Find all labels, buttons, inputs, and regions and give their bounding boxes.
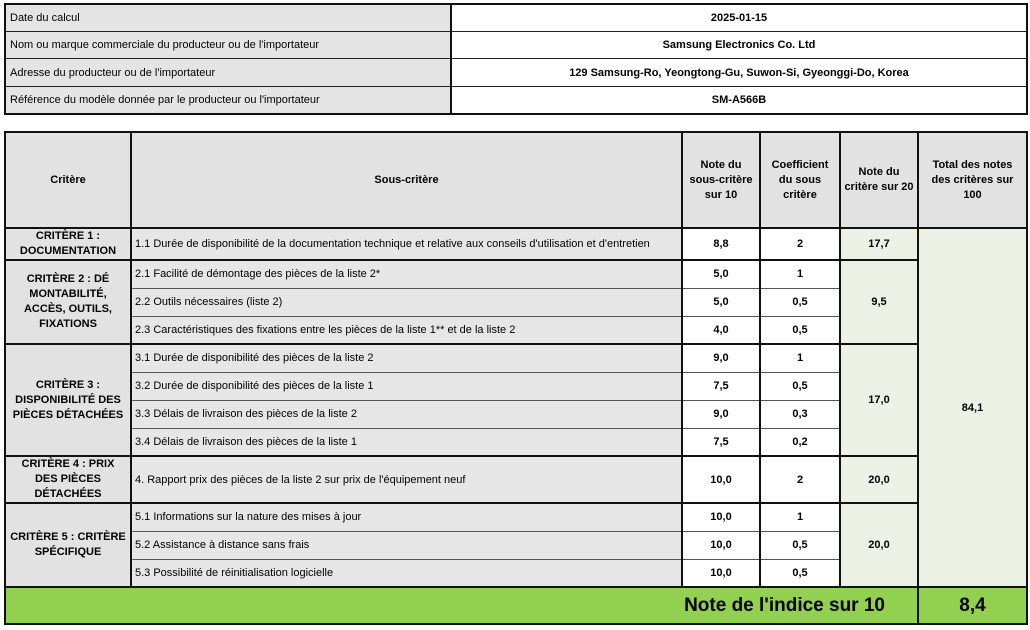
sub-criterion-note: 4,0 (682, 316, 760, 344)
header-row (5, 132, 1027, 228)
sub-criterion-note: 10,0 (682, 531, 760, 559)
info-value: Samsung Electronics Co. Ltd (451, 32, 1027, 59)
info-label: Nom ou marque commerciale du producteur ou de l'importateur (5, 32, 451, 59)
table-row (5, 503, 1027, 531)
sub-criterion-note: 5,0 (682, 260, 760, 288)
sub-criterion-note: 8,8 (682, 228, 760, 260)
sub-criterion-coefficient: 0,5 (760, 531, 840, 559)
header-critere: Critère (5, 132, 131, 228)
sub-criterion-label: 5.2 Assistance à distance sans frais (131, 531, 682, 559)
sub-criterion-note: 10,0 (682, 456, 760, 503)
sub-criterion-note: 7,5 (682, 372, 760, 400)
sub-criterion-label: 2.3 Caractéristiques des fixations entre les pièces de la liste 1** et de la liste 2 (131, 316, 682, 344)
sub-criterion-note: 9,0 (682, 400, 760, 428)
criterion-name: CRITÈRE 1 : DOCUMENTATION (5, 228, 131, 260)
sub-criterion-coefficient: 2 (760, 456, 840, 503)
sub-criterion-note: 7,5 (682, 428, 760, 456)
criterion-name: CRITÈRE 4 : PRIX DES PIÈCES DÉTACHÉES (5, 456, 131, 503)
criterion-score: 20,0 (840, 503, 918, 587)
criterion-score: 9,5 (840, 260, 918, 344)
header-coefficient: Coefficient du sous critère (760, 132, 840, 228)
info-label: Date du calcul (5, 4, 451, 32)
product-info-table (4, 3, 1028, 115)
sub-criterion-coefficient: 0,2 (760, 428, 840, 456)
sub-criterion-label: 2.2 Outils nécessaires (liste 2) (131, 288, 682, 316)
info-value: SM-A566B (451, 86, 1027, 114)
sub-criterion-coefficient: 0,3 (760, 400, 840, 428)
sub-criterion-label: 5.3 Possibilité de réinitialisation logicielle (131, 559, 682, 587)
header-note-sous-critere: Note du sous-critère sur 10 (682, 132, 760, 228)
index-value: 8,4 (918, 587, 1027, 624)
criterion-score: 17,0 (840, 344, 918, 456)
index-row (5, 587, 1027, 624)
sub-criterion-note: 5,0 (682, 288, 760, 316)
info-row (5, 86, 1027, 114)
header-total: Total des notes des critères sur 100 (918, 132, 1027, 228)
info-label: Adresse du producteur ou de l'importateur (5, 59, 451, 86)
info-row (5, 59, 1027, 86)
sub-criterion-label: 3.2 Durée de disponibilité des pièces de la liste 1 (131, 372, 682, 400)
info-label: Référence du modèle donnée par le producteur ou l'importateur (5, 86, 451, 114)
sub-criterion-coefficient: 1 (760, 344, 840, 372)
sub-criterion-note: 9,0 (682, 344, 760, 372)
index-label: Note de l'indice sur 10 (5, 587, 918, 624)
sub-criterion-label: 1.1 Durée de disponibilité de la documentation technique et relative aux conseils d'utilisation et d'entretien (131, 228, 682, 260)
info-row (5, 4, 1027, 32)
table-row (5, 228, 1027, 260)
info-value: 129 Samsung-Ro, Yeongtong-Gu, Suwon-Si, Gyeonggi-Do, Korea (451, 59, 1027, 86)
sub-criterion-coefficient: 0,5 (760, 372, 840, 400)
header-note-critere: Note du critère sur 20 (840, 132, 918, 228)
sub-criterion-label: 2.1 Facilité de démontage des pièces de la liste 2* (131, 260, 682, 288)
info-row (5, 32, 1027, 59)
info-value: 2025-01-15 (451, 4, 1027, 32)
criterion-name: CRITÈRE 2 : DÉ MONTABILITÉ, ACCÈS, OUTILS, FIXATIONS (5, 260, 131, 344)
criterion-score: 17,7 (840, 228, 918, 260)
sub-criterion-coefficient: 2 (760, 228, 840, 260)
table-row (5, 456, 1027, 503)
sub-criterion-label: 3.4 Délais de livraison des pièces de la liste 1 (131, 428, 682, 456)
sub-criterion-coefficient: 1 (760, 260, 840, 288)
sub-criterion-label: 3.1 Durée de disponibilité des pièces de la liste 2 (131, 344, 682, 372)
sub-criterion-coefficient: 0,5 (760, 316, 840, 344)
sub-criterion-note: 10,0 (682, 503, 760, 531)
header-sous-critere: Sous-critère (131, 132, 682, 228)
table-row (5, 260, 1027, 288)
total-score: 84,1 (918, 228, 1027, 587)
sub-criterion-label: 3.3 Délais de livraison des pièces de la liste 2 (131, 400, 682, 428)
table-row (5, 344, 1027, 372)
repairability-score-table (4, 131, 1028, 625)
sub-criterion-label: 4. Rapport prix des pièces de la liste 2 sur prix de l'équipement neuf (131, 456, 682, 503)
criterion-score: 20,0 (840, 456, 918, 503)
sub-criterion-coefficient: 0,5 (760, 288, 840, 316)
criterion-name: CRITÈRE 3 : DISPONIBILITÉ DES PIÈCES DÉTACHÉES (5, 344, 131, 456)
criterion-name: CRITÈRE 5 : CRITÈRE SPÉCIFIQUE (5, 503, 131, 587)
sub-criterion-note: 10,0 (682, 559, 760, 587)
sub-criterion-label: 5.1 Informations sur la nature des mises à jour (131, 503, 682, 531)
sub-criterion-coefficient: 1 (760, 503, 840, 531)
sub-criterion-coefficient: 0,5 (760, 559, 840, 587)
